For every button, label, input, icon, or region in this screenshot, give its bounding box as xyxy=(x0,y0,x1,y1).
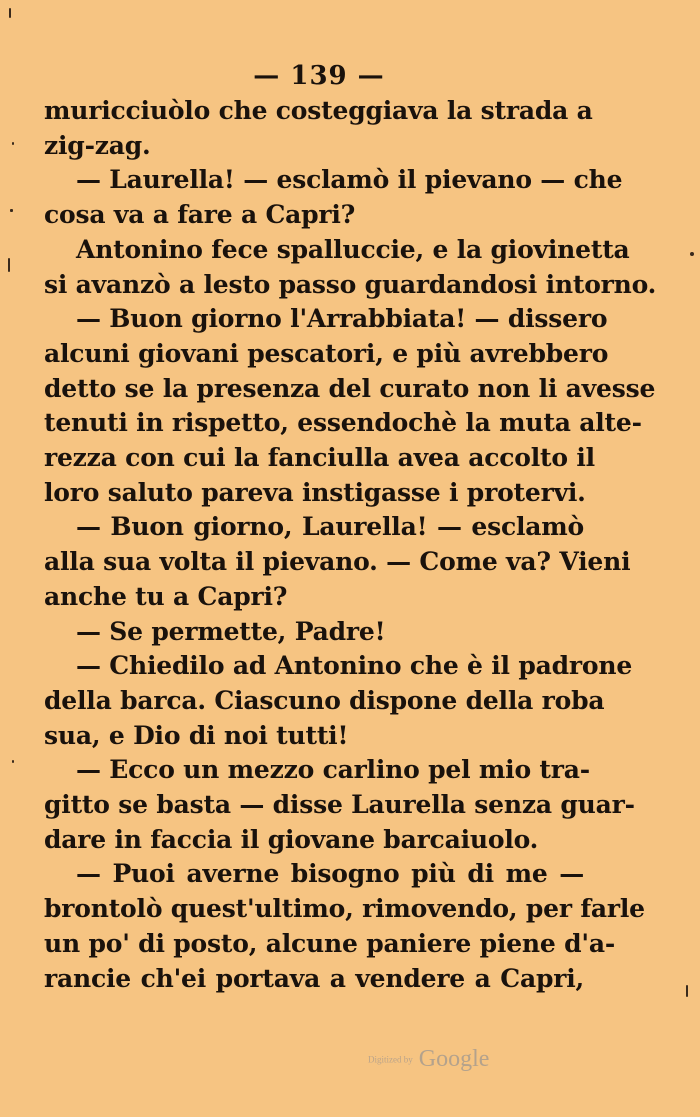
text-line: cosa va a fare a Capri? xyxy=(44,200,356,230)
text-line: loro saluto pareva instigasse i protervi. xyxy=(44,477,586,507)
scan-speck xyxy=(690,252,694,256)
text-line: si avanzò a lesto passo guardandosi intorno. xyxy=(44,269,657,299)
text-line: alla sua volta il pievano. — Come va? Vieni xyxy=(44,547,631,577)
scan-speck xyxy=(8,258,10,272)
scan-speck xyxy=(12,142,14,145)
text-line: — Buon giorno, Laurella! — esclamò xyxy=(76,512,584,542)
google-logo: Google xyxy=(418,1046,490,1072)
text-line: sua, e Dio di noi tutti! xyxy=(44,720,349,750)
text-line: anche tu a Capri? xyxy=(44,581,288,611)
text-line: — Ecco un mezzo carlino pel mio tra- xyxy=(76,755,590,785)
scan-speck xyxy=(686,985,688,997)
text-line: un po' di posto, alcune paniere piene d'a- xyxy=(44,928,616,958)
text-line: muricciuòlo che costeggiava la strada a xyxy=(44,96,593,125)
digitized-watermark xyxy=(368,1046,489,1073)
text-line: tenuti in rispetto, essendochè la muta alte- xyxy=(44,408,642,438)
text-line: dare in faccia il giovane barcaiuolo. xyxy=(44,824,539,854)
text-line: — Puoi averne bisogno più di me — xyxy=(76,859,584,889)
text-line: alcuni giovani pescatori, e più avrebbero xyxy=(44,338,609,368)
text-line: rancie ch'ei portava a vendere a Capri, xyxy=(44,963,584,993)
page-number: — 139 — xyxy=(253,61,385,91)
text-line: — Buon giorno l'Arrabbiata! — dissero xyxy=(76,304,608,334)
scan-speck xyxy=(9,8,11,18)
text-line: — Laurella! — esclamò il pievano — che xyxy=(76,165,623,195)
text-line: — Se permette, Padre! xyxy=(76,616,386,646)
text-line: brontolò quest'ultimo, rimovendo, per farle xyxy=(44,894,645,924)
scan-speck xyxy=(12,760,14,763)
text-line: Antonino fece spalluccie, e la giovinetta xyxy=(76,234,630,264)
text-line: zig-zag. xyxy=(44,130,151,160)
text-line: rezza con cui la fanciulla avea accolto il xyxy=(44,443,595,473)
digitized-by-label: Digitized by xyxy=(368,1054,413,1065)
text-line: gitto se basta — disse Laurella senza guar- xyxy=(44,790,635,820)
text-line: detto se la presenza del curato non li avesse xyxy=(44,373,656,403)
scan-speck xyxy=(10,209,13,212)
text-line: — Chiedilo ad Antonino che è il padrone xyxy=(76,651,633,681)
book-page xyxy=(44,58,657,996)
text-line: della barca. Ciascuno dispone della roba xyxy=(44,685,605,715)
